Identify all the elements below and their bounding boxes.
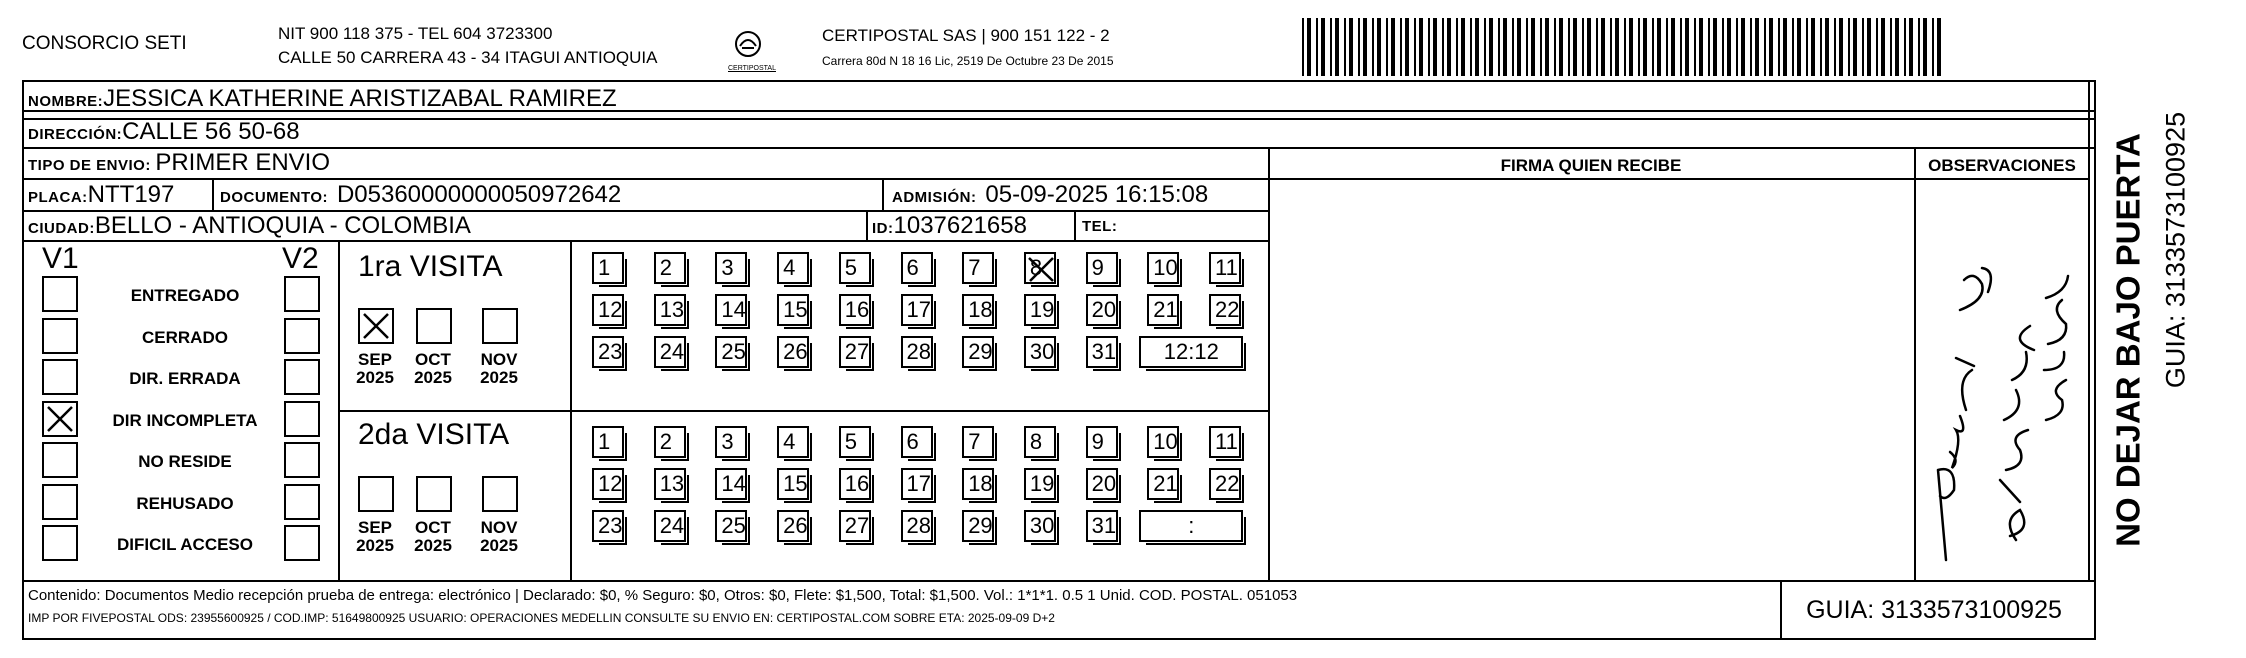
- day-box[interactable]: 20: [1086, 468, 1118, 500]
- id-label: ID:: [872, 220, 894, 237]
- address-line: CALLE 50 CARRERA 43 - 34 ITAGUI ANTIOQUIA: [278, 48, 658, 67]
- documento-value: D05360000000050972642: [336, 181, 622, 208]
- day-box[interactable]: 7: [962, 252, 994, 284]
- day-box[interactable]: 10: [1147, 426, 1179, 458]
- day-box[interactable]: 18: [962, 294, 994, 326]
- month-label: NOV 2025: [480, 518, 518, 555]
- footer-contenido: Contenido: Documentos Medio recepción prueba de entrega: electrónico | Declarado: $0, % Seguro: $0, Otros: $0, Flete: $1,500, Total: $1,500. Vol.: 1*1*1. 0.5 1 Unid. COD. POSTAL. 051053: [28, 587, 1298, 604]
- day-box[interactable]: 3: [715, 426, 747, 458]
- tipo-envio-value: PRIMER ENVIO: [155, 149, 331, 176]
- day-box[interactable]: 13: [654, 294, 686, 326]
- side-guia: GUIA: 3133573100925: [2160, 111, 2191, 389]
- month-label: SEP 2025: [356, 518, 394, 555]
- v1-checkbox[interactable]: [42, 442, 78, 478]
- v2-checkbox[interactable]: [284, 484, 320, 520]
- direccion-value: CALLE 56 50-68: [122, 118, 300, 145]
- day-box[interactable]: 17: [901, 468, 933, 500]
- status-label: ENTREGADO: [130, 286, 240, 305]
- v2-checkbox[interactable]: [284, 442, 320, 478]
- status-label: REHUSADO: [136, 493, 234, 513]
- day-box[interactable]: 28: [901, 336, 933, 368]
- day-box[interactable]: 26: [777, 510, 809, 542]
- day-box[interactable]: 3: [715, 252, 747, 284]
- day-box[interactable]: 11: [1209, 426, 1241, 458]
- time-box[interactable]: :: [1139, 510, 1243, 542]
- day-box[interactable]: 21: [1147, 468, 1179, 500]
- day-box[interactable]: 8: [1024, 252, 1056, 284]
- admision-label: ADMISIÓN:: [892, 189, 977, 206]
- v2-checkbox[interactable]: [284, 359, 320, 395]
- observaciones-label: OBSERVACIONES: [1928, 156, 2076, 175]
- day-box[interactable]: 22: [1209, 294, 1241, 326]
- company-name: CONSORCIO SETI: [22, 33, 187, 54]
- month-checkbox[interactable]: [416, 476, 452, 512]
- day-box[interactable]: 26: [777, 336, 809, 368]
- month-checkbox[interactable]: [358, 476, 394, 512]
- footer-imp: IMP POR FIVEPOSTAL ODS: 23955600925 / COD.IMP: 51649800925 USUARIO: OPERACIONES MEDELLIN CONSULTE SU ENVIO EN: CERTIPOSTAL.COM SOBRE ETA: 2025-09-09 D+2: [28, 611, 1055, 625]
- documento-label: DOCUMENTO:: [220, 189, 329, 206]
- nombre-label: NOMBRE:: [28, 93, 104, 110]
- day-box[interactable]: 15: [777, 294, 809, 326]
- v1-checkbox[interactable]: [42, 484, 78, 520]
- day-box[interactable]: 16: [839, 294, 871, 326]
- tipo-envio-label: TIPO DE ENVIO:: [28, 157, 151, 174]
- visita1-title: 1ra VISITA: [358, 250, 503, 283]
- barcode: [1302, 18, 1942, 76]
- day-box[interactable]: 30: [1024, 336, 1056, 368]
- visita2-title: 2da VISITA: [358, 418, 510, 451]
- day-box[interactable]: 28: [901, 510, 933, 542]
- day-box[interactable]: 1: [592, 426, 624, 458]
- day-box[interactable]: 25: [715, 510, 747, 542]
- time-box[interactable]: 12:12: [1139, 336, 1243, 368]
- month-checkbox[interactable]: [482, 308, 518, 344]
- day-box[interactable]: 4: [777, 426, 809, 458]
- v1-checkbox[interactable]: [42, 276, 78, 312]
- v1-checkbox[interactable]: [42, 525, 78, 561]
- certipostal-logo: [728, 30, 776, 74]
- day-box[interactable]: 29: [962, 336, 994, 368]
- month-checkbox[interactable]: [416, 308, 452, 344]
- ciudad-label: CIUDAD:: [28, 220, 95, 237]
- day-box[interactable]: 23: [592, 336, 624, 368]
- day-box[interactable]: 8: [1024, 426, 1056, 458]
- day-box[interactable]: 11: [1209, 252, 1241, 284]
- month-label: NOV 2025: [480, 350, 518, 387]
- certipostal-line: CERTIPOSTAL SAS | 900 151 122 - 2: [822, 26, 1110, 45]
- v1-label: V1: [42, 242, 79, 275]
- day-box[interactable]: 31: [1086, 510, 1118, 542]
- v2-checkbox[interactable]: [284, 401, 320, 437]
- day-box[interactable]: 19: [1024, 468, 1056, 500]
- direccion-label: DIRECCIÓN:: [28, 126, 123, 143]
- month-checkbox[interactable]: [358, 308, 394, 344]
- placa-value: NTT197: [87, 181, 175, 208]
- tel-label: TEL:: [1082, 218, 1118, 235]
- day-box[interactable]: 1: [592, 252, 624, 284]
- day-box[interactable]: 13: [654, 468, 686, 500]
- day-box[interactable]: 9: [1086, 252, 1118, 284]
- no-dejar-bajo-puerta: NO DEJAR BAJO PUERTA: [2109, 133, 2147, 547]
- day-box[interactable]: 12: [592, 294, 624, 326]
- month-label: OCT 2025: [414, 518, 452, 555]
- day-box[interactable]: 15: [777, 468, 809, 500]
- v2-checkbox[interactable]: [284, 318, 320, 354]
- day-box[interactable]: 10: [1147, 252, 1179, 284]
- nombre-value: JESSICA KATHERINE ARISTIZABAL RAMIREZ: [103, 85, 617, 112]
- license-line: Carrera 80d N 18 16 Lic, 2519 De Octubre 23 De 2015: [822, 54, 1114, 68]
- day-box[interactable]: 23: [592, 510, 624, 542]
- status-label: DIR INCOMPLETA: [112, 410, 258, 430]
- status-label: NO RESIDE: [138, 452, 232, 471]
- day-box[interactable]: 2: [654, 426, 686, 458]
- day-box[interactable]: 30: [1024, 510, 1056, 542]
- day-box[interactable]: 24: [654, 510, 686, 542]
- day-box[interactable]: 9: [1086, 426, 1118, 458]
- day-box[interactable]: 12: [592, 468, 624, 500]
- day-box[interactable]: 6: [901, 426, 933, 458]
- status-label: CERRADO: [142, 327, 228, 347]
- firma-quien-recibe-label: FIRMA QUIEN RECIBE: [1500, 156, 1682, 175]
- placa-label: PLACA:: [28, 189, 88, 206]
- nit-line: NIT 900 118 375 - TEL 604 3723300: [278, 24, 553, 43]
- id-value: 1037621658: [893, 212, 1027, 239]
- day-box[interactable]: 4: [777, 252, 809, 284]
- day-box[interactable]: 27: [839, 336, 871, 368]
- footer-guia: GUIA: 3133573100925: [1806, 596, 2062, 624]
- v1-checkbox[interactable]: [42, 359, 78, 395]
- day-box[interactable]: 7: [962, 426, 994, 458]
- day-box[interactable]: 22: [1209, 468, 1241, 500]
- admision-value: 05-09-2025 16:15:08: [985, 181, 1209, 208]
- status-label: DIFICIL ACCESO: [116, 535, 253, 554]
- day-box[interactable]: 14: [715, 468, 747, 500]
- day-box[interactable]: 14: [715, 294, 747, 326]
- day-box[interactable]: 18: [962, 468, 994, 500]
- day-box[interactable]: 29: [962, 510, 994, 542]
- day-box[interactable]: 24: [654, 336, 686, 368]
- day-box[interactable]: 25: [715, 336, 747, 368]
- day-box[interactable]: 27: [839, 510, 871, 542]
- v2-checkbox[interactable]: [284, 525, 320, 561]
- day-box[interactable]: 5: [839, 252, 871, 284]
- ciudad-value: BELLO - ANTIOQUIA - COLOMBIA: [94, 212, 471, 239]
- day-box[interactable]: 6: [901, 252, 933, 284]
- status-label: DIR. ERRADA: [129, 369, 241, 388]
- day-box[interactable]: 17: [901, 294, 933, 326]
- v2-label: V2: [282, 242, 319, 275]
- day-box[interactable]: 31: [1086, 336, 1118, 368]
- v1-checkbox[interactable]: [42, 318, 78, 354]
- month-label: OCT 2025: [414, 350, 452, 387]
- v2-checkbox[interactable]: [284, 276, 320, 312]
- logo-text: CERTIPOSTAL: [728, 65, 776, 72]
- month-checkbox[interactable]: [482, 476, 518, 512]
- day-box[interactable]: 21: [1147, 294, 1179, 326]
- day-box[interactable]: 2: [654, 252, 686, 284]
- v1-checkbox[interactable]: [42, 401, 78, 437]
- day-box[interactable]: 19: [1024, 294, 1056, 326]
- handwritten-note-icon: [1916, 240, 2088, 580]
- day-box[interactable]: 5: [839, 426, 871, 458]
- month-label: SEP 2025: [356, 350, 394, 387]
- day-box[interactable]: 16: [839, 468, 871, 500]
- day-box[interactable]: 20: [1086, 294, 1118, 326]
